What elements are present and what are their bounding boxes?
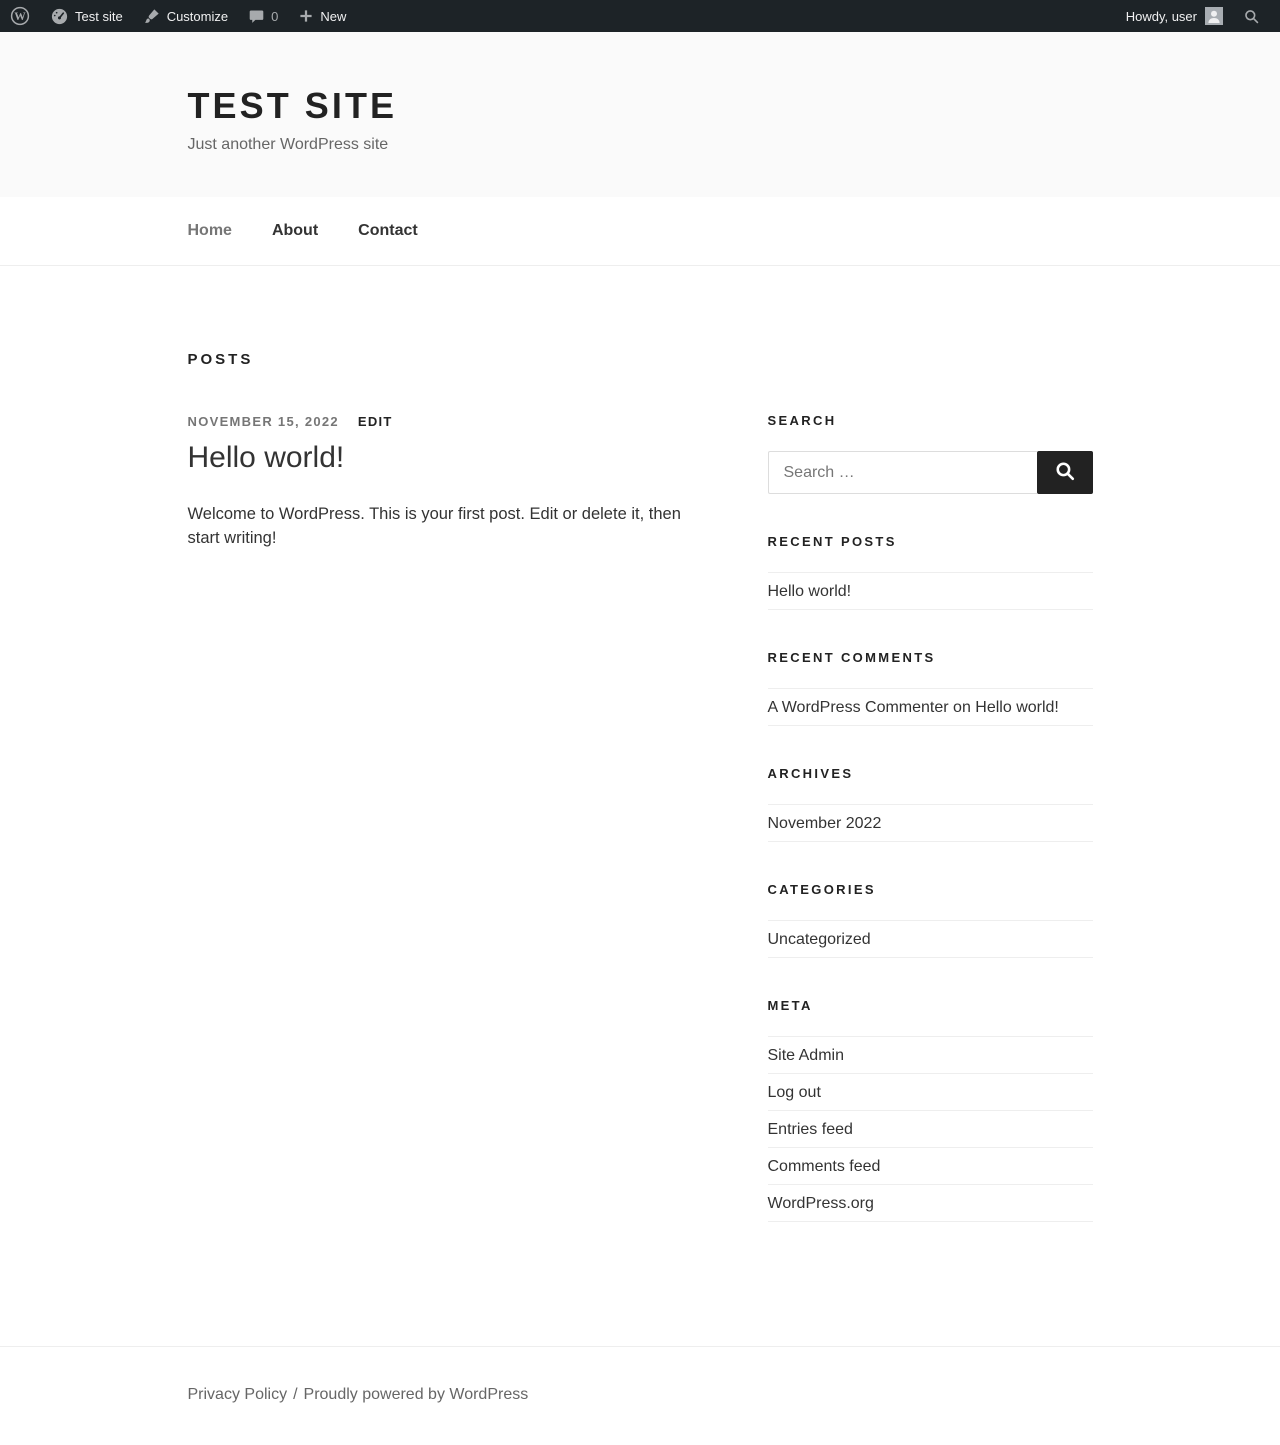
admin-bar-customize[interactable]: [133, 0, 238, 32]
list-item: [768, 1185, 1093, 1222]
admin-bar-site-label: Test site: [75, 8, 123, 24]
search-input[interactable]: [768, 451, 1037, 494]
meta-site-admin-link[interactable]: Site Admin: [767, 1047, 844, 1064]
site-footer: [0, 1346, 1280, 1444]
meta-log-out-link[interactable]: Log out: [767, 1084, 821, 1101]
archives-title: ARCHIVES: [767, 766, 854, 781]
list-item: [768, 1037, 1093, 1074]
recent-posts-widget: [768, 534, 1093, 610]
admin-bar-new[interactable]: [288, 0, 356, 32]
search-widget-title: SEARCH: [767, 413, 837, 428]
site-title[interactable]: TEST SITE: [187, 85, 398, 126]
sidebar: [768, 351, 1093, 1262]
plus-icon: [298, 8, 314, 24]
post-body-text: Welcome to WordPress. This is your first post. Edit or delete it, then start writing!: [187, 505, 681, 547]
site-header: [0, 32, 1280, 197]
list-item: [768, 573, 1093, 610]
recent-post-link[interactable]: Hello world!: [767, 583, 852, 600]
entry-meta: [188, 413, 703, 430]
recent-comments-widget: [768, 650, 1093, 726]
site-tagline: Just another WordPress site: [187, 136, 389, 153]
nav-link-home[interactable]: Home: [187, 222, 232, 239]
meta-comments-feed-link[interactable]: Comments feed: [767, 1158, 881, 1175]
admin-bar-my-account[interactable]: [1116, 0, 1233, 32]
main-navigation: [0, 197, 1280, 266]
admin-bar-search[interactable]: [1233, 0, 1270, 32]
search-widget: [768, 413, 1093, 494]
nav-link-about[interactable]: About: [271, 222, 319, 239]
admin-bar-left: [0, 0, 356, 32]
search-button-magnifier-icon: [1054, 460, 1076, 485]
recent-posts-title: RECENT POSTS: [767, 534, 897, 549]
svg-text:W: W: [14, 11, 26, 23]
post-title-link[interactable]: Hello world!: [187, 441, 345, 474]
post-article: [188, 413, 703, 550]
search-submit-button[interactable]: [1037, 451, 1093, 494]
wordpress-logo-icon: [10, 6, 30, 26]
archive-link[interactable]: November 2022: [767, 815, 882, 832]
post-date-link[interactable]: NOVEMBER 15, 2022: [187, 414, 339, 429]
categories-widget: [768, 882, 1093, 958]
magnifier-icon: [1243, 8, 1260, 25]
nav-item: [188, 197, 232, 265]
site-content: [188, 266, 1093, 1346]
nav-link-contact[interactable]: Contact: [358, 222, 418, 239]
list-item: [768, 689, 1093, 726]
post-edit-link[interactable]: EDIT: [357, 414, 393, 429]
wordpress-logo-menu[interactable]: [0, 0, 40, 32]
meta-wordpress-org-link[interactable]: WordPress.org: [767, 1195, 874, 1212]
meta-entries-feed-link[interactable]: Entries feed: [767, 1121, 853, 1138]
powered-by-link[interactable]: Proudly powered by WordPress: [303, 1386, 529, 1403]
admin-bar-comment-count: 0: [271, 8, 279, 24]
posts-column: [188, 351, 703, 1262]
recent-comments-title: RECENT COMMENTS: [767, 650, 936, 665]
wp-admin-bar: [0, 0, 1280, 32]
category-link[interactable]: Uncategorized: [767, 931, 871, 948]
nav-item: [272, 197, 318, 265]
list-item: [768, 1148, 1093, 1185]
comment-bubble-icon: [248, 8, 265, 25]
admin-bar-comments[interactable]: [238, 0, 288, 32]
admin-bar-howdy-label: Howdy, user: [1125, 8, 1197, 24]
brush-icon: [143, 7, 161, 25]
comment-connector-text: on: [948, 699, 976, 716]
list-item: [768, 805, 1093, 842]
categories-title: CATEGORIES: [767, 882, 876, 897]
list-item: [768, 921, 1093, 958]
admin-bar-new-label: New: [320, 8, 347, 24]
list-item: [768, 1074, 1093, 1111]
comment-post-link[interactable]: Hello world!: [975, 699, 1059, 716]
search-form: [768, 451, 1093, 494]
user-avatar: [1205, 7, 1223, 25]
nav-item: [358, 197, 418, 265]
meta-title: META: [767, 998, 813, 1013]
privacy-policy-link[interactable]: Privacy Policy: [187, 1386, 288, 1403]
posts-section-label: POSTS: [187, 351, 254, 368]
list-item: [768, 1111, 1093, 1148]
admin-bar-right: [1116, 0, 1270, 32]
footer-separator: /: [293, 1386, 298, 1403]
admin-bar-site-name[interactable]: [40, 0, 133, 32]
archives-widget: [768, 766, 1093, 842]
admin-bar-customize-label: Customize: [166, 8, 229, 24]
speedometer-icon: [50, 7, 69, 26]
comment-author-link[interactable]: A WordPress Commenter: [767, 699, 949, 716]
meta-widget: [768, 998, 1093, 1222]
